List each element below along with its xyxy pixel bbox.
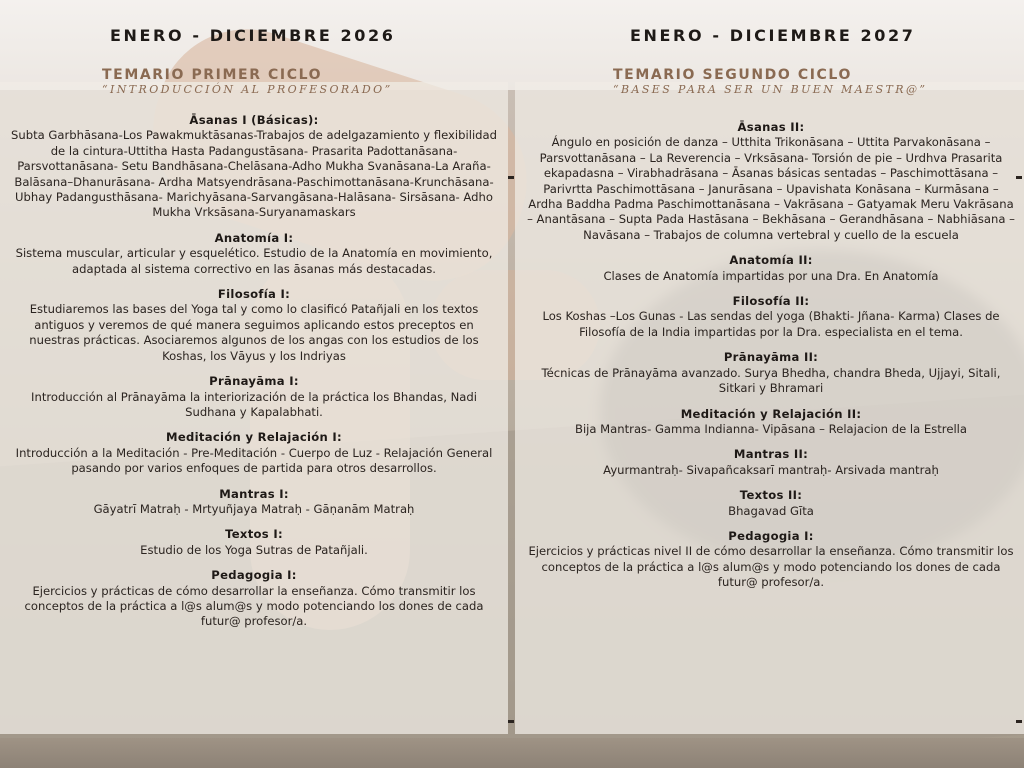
section-text: Ángulo en posición de danza – Utthita Trikonāsana – Uttita Parvakonāsana – Parsvottanāsana – La Reverencia – Vrksāsana- Torsión de pie – Urdhva Prasarita ekapadasna – Virabhadrāsana – Āsanas básicas sentadas – Paschimottāsana – Parivrtta Paschimottāsana – Janurāsana – Upavishata Konāsana – Kurmāsana – Ardha Baddha Padma Paschimottanāsana – Vakrāsana – Gatyamak Meru Vakrāsana – Anantāsana – Supta Pada Hastāsana – Bekhāsana – Gerandhāsana – Nabhiāsana – Navāsana – Trabajos de columna vertebral y cuello de la escuela [527, 135, 1015, 242]
section-textos-1 [8, 527, 500, 558]
section-heading: Mantras I: [219, 486, 289, 501]
section-meditacion-1 [8, 430, 500, 476]
year-range-right: ENERO - DICIEMBRE 2027 [630, 26, 916, 45]
left-cycle-subtitle: “INTRODUCCIÓN AL PROFESORADO” [102, 83, 393, 96]
right-syllabus [527, 120, 1015, 601]
section-anatomia-1 [8, 231, 500, 277]
section-heading: Textos II: [739, 488, 803, 503]
section-mantras-2 [527, 447, 1015, 478]
section-text: Clases de Anatomía impartidas por una Dra. En Anatomía [603, 268, 939, 283]
section-anatomia-2 [527, 253, 1015, 284]
section-text: Los Koshas –Los Gunas - Las sendas del yoga (Bhakti- Jñana- Karma) Clases de Filosofía de la India impartidas por la Dra. especialista en el tema. [542, 309, 1000, 339]
section-heading: Āsanas I (Básicas): [189, 113, 319, 127]
section-asanas-2 [527, 120, 1015, 243]
section-text: Bija Mantras- Gamma Indianna- Vipāsana – Relajacion de la Estrella [574, 421, 967, 436]
section-heading: Anatomía I: [214, 230, 294, 245]
section-text: Subta Garbhāsana-Los Pawakmuktāsanas-Trabajos de adelgazamiento y flexibilidad de la cintura-Uttitha Hasta Padangustāsana- Prasarita Padottanāsana-Parsvottanāsana- Setu Bandhāsana-Chelāsana-Adho Mukha Svanāsana-La Araña-Balāsana–Dhanurāsana- Ardha Matsyendrāsana-Paschimottanāsana-Krunchāsana-Ubhay Padangusthāsana- Marichyāsana-Sarvangāsana-Halāsana- Sirsāsana- Adho Mukha Vrksāsana-Suryanamaskars [11, 128, 497, 220]
section-heading: Meditación y Relajación II: [680, 406, 862, 421]
left-syllabus [8, 113, 500, 640]
section-asanas-1 [8, 113, 500, 221]
section-heading: Anatomía II: [729, 253, 813, 268]
section-heading: Pedagogia I: [728, 528, 814, 543]
section-pranayama-2 [527, 350, 1015, 396]
section-heading: Filosofía I: [217, 287, 291, 302]
section-text: Introducción a la Meditación - Pre-Meditación - Cuerpo de Luz - Relajación General pasando por varios enfoques de partida para otros desarrollos. [15, 445, 493, 476]
section-pedagogia-1 [8, 568, 500, 630]
section-filosofia-2 [527, 294, 1015, 340]
fold-mark [1016, 176, 1022, 179]
section-text: Ejercicios y prácticas nivel II de cómo desarrollar la enseñanza. Cómo transmitir los conceptos de la práctica a l@s alum@s y modo potenciando los dones de cada futur@ profesor/a. [528, 544, 1014, 590]
section-heading: Filosofía II: [732, 294, 810, 309]
section-textos-2 [527, 488, 1015, 519]
bottom-strip [0, 738, 1024, 768]
year-range-left: ENERO - DICIEMBRE 2026 [110, 26, 396, 45]
right-cycle-subtitle: “BASES PARA SER UN BUEN MAESTR@” [613, 83, 928, 96]
section-text: Sistema muscular, articular y esquelético. Estudio de la Anatomía en movimiento, adaptada al sistema correctivo en las āsanas más destacadas. [15, 246, 493, 276]
section-text: Ayurmantraḥ- Sivapañcaksarī mantraḥ- Arsivada mantraḥ [603, 462, 939, 477]
section-text: Bhagavad Gīta [728, 503, 814, 518]
right-cycle-title: TEMARIO SEGUNDO CICLO [613, 67, 852, 83]
section-text: Técnicas de Prānayāma avanzado. Surya Bhedha, chandra Bheda, Ujjayi, Sitali, Sitkari y Bhramari [541, 365, 1001, 396]
fold-mark [508, 720, 514, 723]
section-heading: Pedagogia I: [211, 568, 297, 583]
section-text: Introducción al Prānayāma la interiorización de la práctica los Bhandas, Nadi Sudhana y Kapalabhati. [31, 389, 477, 419]
section-pedagogia-2 [527, 529, 1015, 591]
section-heading: Prānayāma II: [723, 350, 819, 365]
fold-mark [508, 176, 514, 179]
section-text: Gāyatrī Matraḥ - Mrtyuñjaya Matraḥ - Gāṇanām Matraḥ [93, 501, 415, 516]
section-heading: Textos I: [225, 527, 283, 542]
section-filosofia-1 [8, 287, 500, 364]
section-heading: Āsanas II: [737, 120, 805, 134]
fold-mark [1016, 720, 1022, 723]
section-pranayama-1 [8, 374, 500, 420]
section-text: Estudio de los Yoga Sutras de Patañjali. [140, 542, 368, 557]
section-text: Ejercicios y prácticas de cómo desarrollar la enseñanza. Cómo transmitir los conceptos de la práctica a l@s alum@s y modo potenciando los dones de cada futur@ profesor/a. [24, 583, 484, 629]
section-heading: Meditación y Relajación I: [166, 430, 342, 445]
section-text: Estudiaremos las bases del Yoga tal y como lo clasificó Patañjali en los textos antiguos y veremos de qué manera seguimos aplicando estos preceptos en nuestras prácticas. Asociaremos algunos de los angas con los estudios de los Koshas, los Vāyus y los Indriyas [29, 302, 479, 363]
section-heading: Mantras II: [733, 447, 809, 462]
left-cycle-title: TEMARIO PRIMER CICLO [102, 67, 323, 83]
section-heading: Prānayāma I: [209, 374, 299, 389]
section-meditacion-2 [527, 407, 1015, 438]
section-mantras-1 [8, 487, 500, 518]
